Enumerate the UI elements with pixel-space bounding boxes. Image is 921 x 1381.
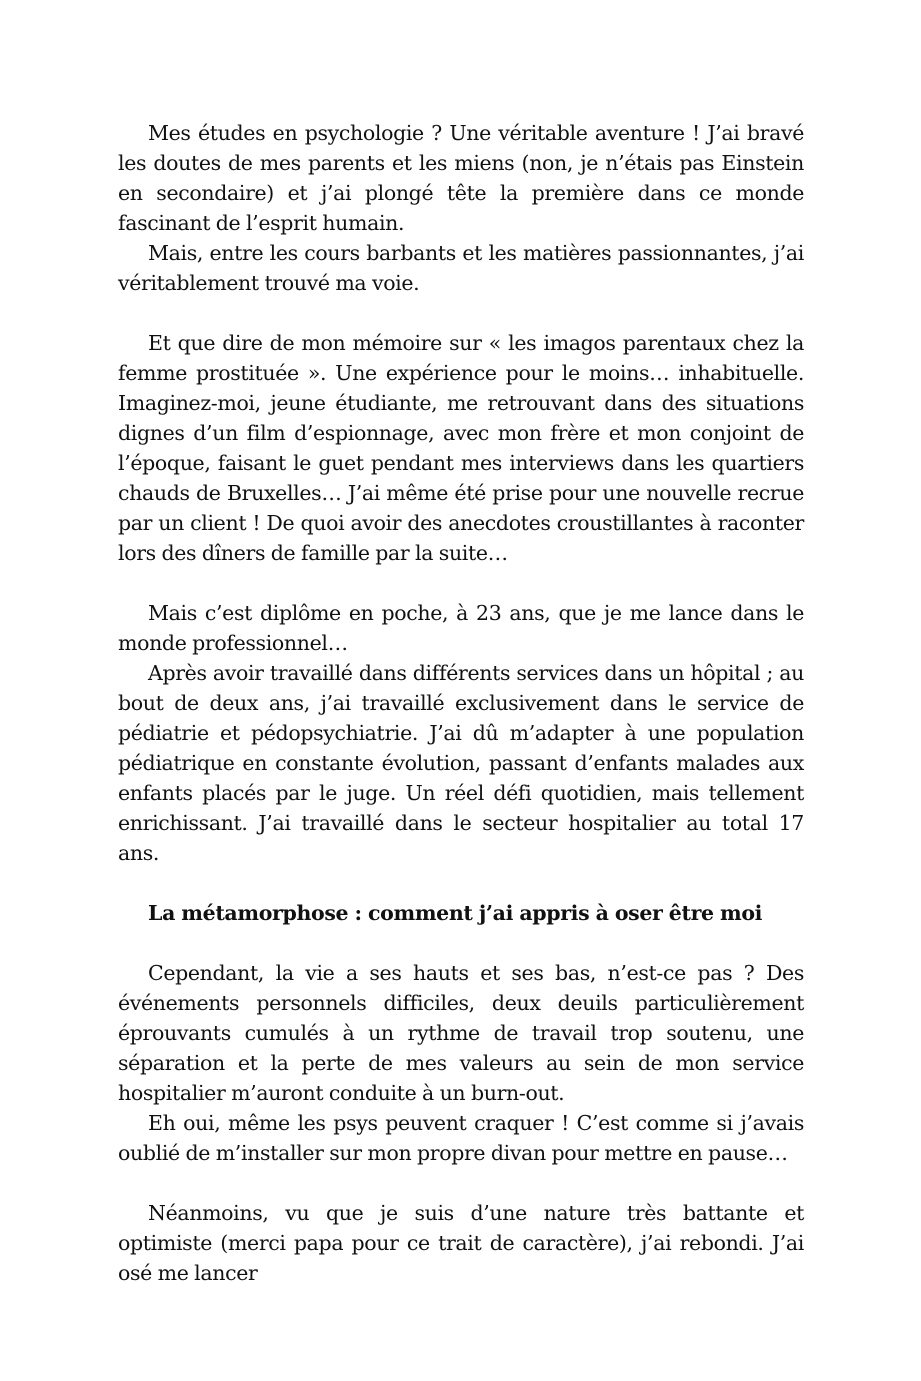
paragraph-found-path: Mais, entre les cours barbants et les matières passionnantes, j’ai véritablement trouvé ma voie. [118,241,804,295]
paragraph-thesis: Et que dire de mon mémoire sur « les imagos parentaux chez la femme prostituée ». Une expérience pour le moins… inhabituelle. Imaginez-moi, jeune étudiante, me retrouvant dans des situations dignes d’un film d’espionnage, avec mon frère et mon conjoint de l’époque, faisant le guet pendant mes interviews dans les quartiers chauds de Bruxelles… J’ai même été prise pour une nouvelle recrue par un client ! De quoi avoir des anecdotes croustillantes à raconter lors des dîners de famille par la suite… [118,331,804,565]
paragraph-gap [118,298,804,328]
paragraph-hospital: Après avoir travaillé dans différents services dans un hôpital ; au bout de deux ans, j’ai travaillé exclusivement dans le service de pédiatrie et pédopsychiatrie. J’ai dû m’adapter à une population pédiatrique en constante évolution, passant d’enfants malades aux enfants placés par le juge. Un réel défi quotidien, mais tellement enrichissant. J’ai travaillé dans le secteur hospitalier au total 17 ans. [118,661,804,865]
paragraph-studies: Mes études en psychologie ? Une véritable aventure ! J’ai bravé les doutes de mes parents et les miens (non, je n’étais pas Einstein en secondaire) et j’ai plongé tête la première dans ce monde fascinant de l’esprit humain. [118,121,804,235]
section-heading: La métamorphose : comment j’ai appris à oser être moi [148,901,763,925]
paragraph-rebound: Néanmoins, vu que je suis d’une nature très battante et optimiste (merci papa pour ce trait de caractère), j’ai rebondi. J’ai osé me lancer [118,1201,804,1285]
paragraph-gap [118,928,804,958]
paragraph-gap [118,568,804,598]
paragraph-gap [118,1168,804,1198]
paragraph-burnout: Cependant, la vie a ses hauts et ses bas, n’est-ce pas ? Des événements personnels difficiles, deux deuils particulièrement éprouvants cumulés à un rythme de travail trop soutenu, une séparation et la perte de mes valeurs au sein de mon service hospitalier m’auront conduite à un burn-out. [118,961,804,1105]
paragraph-diploma: Mais c’est diplôme en poche, à 23 ans, que je me lance dans le monde professionnel… [118,601,804,655]
paragraph-psys: Eh oui, même les psys peuvent craquer ! C’est comme si j’avais oublié de m’installer sur mon propre divan pour mettre en pause… [118,1111,804,1165]
body-text [118,118,804,1288]
paragraph-gap [118,868,804,898]
